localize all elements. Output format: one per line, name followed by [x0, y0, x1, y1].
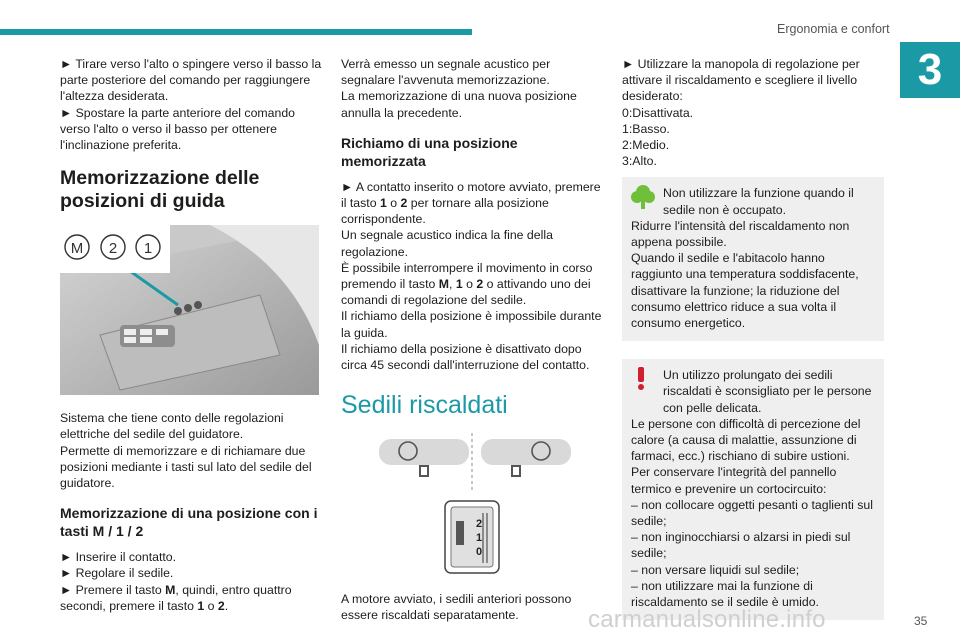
- heated-seats-location-diagram: [341, 433, 606, 491]
- watermark: carmanualsonline.info: [588, 606, 826, 633]
- warning-2: Le persone con difficoltà di percezione del calore (a causa di malattie, assunzione di farmaci, ecc.) rischiano di subire ustioni.: [631, 416, 861, 464]
- column-1: [60, 56, 325, 614]
- photo-label-m: M: [70, 240, 84, 258]
- warning-3: Per conservare l'integrità del pannello termico e prevenire un cortocircuito:: [631, 465, 837, 496]
- instruction-height: ► Tirare verso l'alto o spingere verso il basso la parte posteriore del comando per raggiungere l'altezza desiderata.: [60, 57, 322, 104]
- level-3: 3:Alto.: [622, 154, 657, 169]
- level-2: 2:Medio.: [622, 138, 670, 153]
- warning-exclamation-icon: [630, 365, 654, 395]
- recall-timeout-text: Il richiamo della posizione è disattivato dopo circa 45 secondi dall'interruzione del contatto.: [341, 341, 590, 373]
- eco-tip-3: Quando il sedile e l'abitacolo hanno raggiunto una temperatura soddisfacente, disattivare la funzione; la riduzione del consumo elettrico riduce a sua volta il consumo energetico.: [631, 251, 859, 331]
- memory-purpose: Permette di memorizzare e di richiamare due posizioni mediante i tasti sul lato del sedile del guidatore.: [60, 443, 312, 491]
- page-number: 35: [914, 614, 928, 628]
- heading-heated-seats: Sedili riscaldati: [341, 391, 508, 420]
- step-adjust-seat: ► Regolare il sedile.: [60, 566, 174, 581]
- warning-7: – non utilizzare mai la funzione di riscaldamento se il sedile è umido.: [631, 578, 819, 610]
- level-1: 1:Basso.: [622, 121, 670, 136]
- seat-memory-buttons-photo: [60, 225, 319, 395]
- dial-instruction: ► Utilizzare la manopola di regolazione per attivare il riscaldamento e scegliere il livello desiderato:: [622, 57, 860, 104]
- heading-store-position: Memorizzazione di una posizione con i tasti M / 1 / 2: [60, 505, 318, 540]
- heading-recall-position: Richiamo di una posizione memorizzata: [341, 134, 518, 169]
- memory-description: Sistema che tiene conto delle regolazioni elettriche del sedile del guidatore.: [60, 411, 284, 442]
- heated-seat-dial-illustration: [341, 497, 606, 577]
- heated-seats-intro: A motore avviato, i sedili anteriori possono essere riscaldati separatamente.: [341, 592, 572, 623]
- warning-1: Un utilizzo prolungato dei sedili riscaldati è sconsigliato per le persone con pelle delicata.: [663, 368, 872, 415]
- eco-tree-icon: [630, 183, 656, 215]
- memory-overwrite-text: La memorizzazione di una nuova posizione annulla la precedente.: [341, 89, 577, 120]
- warning-box: [622, 359, 884, 620]
- dial-level-2: 2: [476, 518, 483, 531]
- warning-6: – non versare liquidi sul sedile;: [631, 562, 800, 577]
- recall-beep-text: Un segnale acustico indica la fine della regolazione.: [341, 228, 553, 259]
- instruction-tilt: ► Spostare la parte anteriore del comando verso l'alto o verso il basso per ottenere l'inclinazione preferita.: [60, 105, 296, 153]
- section-title: Ergonomia e confort: [777, 22, 890, 36]
- eco-tip-1: Non utilizzare la funzione quando il sedile non è occupato.: [663, 186, 854, 217]
- warning-5: – non inginocchiarsi o alzarsi in piedi sul sedile;: [631, 530, 851, 561]
- photo-label-1: 1: [143, 240, 153, 258]
- chapter-number-tab: 3: [900, 42, 960, 98]
- recall-driving-text: Il richiamo della posizione è impossibile durante la guida.: [341, 309, 602, 340]
- header-accent-bar: [0, 29, 472, 35]
- heading-memory-positions: Memorizzazione delle posizioni di guida: [60, 167, 260, 213]
- recall-interrupt-text: È possibile interrompere il movimento in corso premendo il tasto M, 1 o 2 o attivando uno dei comandi di regolazione del sedile.: [341, 260, 593, 308]
- warning-4: – non collocare oggetti pesanti o taglienti sul sedile;: [631, 497, 873, 529]
- dial-level-0: 0: [476, 546, 483, 559]
- step-press-buttons: ► Premere il tasto M, quindi, entro quattro secondi, premere il tasto 1 o 2.: [60, 582, 292, 613]
- step-ignition: ► Inserire il contatto.: [60, 550, 177, 565]
- recall-step: ► A contatto inserito o motore avviato, premere il tasto 1 o 2 per tornare alla posizione corrispondente.: [341, 179, 601, 227]
- dial-level-1: 1: [476, 532, 483, 545]
- level-0: 0:Disattivata.: [622, 105, 694, 120]
- memory-beep-text: Verrà emesso un segnale acustico per segnalare l'avvenuta memorizzazione.: [341, 57, 551, 88]
- photo-label-2: 2: [108, 240, 118, 258]
- column-2: [341, 56, 606, 624]
- eco-tip-2: Ridurre l'intensità del riscaldamento non appena possibile.: [631, 218, 850, 250]
- column-3: [622, 56, 884, 630]
- eco-tip-box: [622, 177, 884, 341]
